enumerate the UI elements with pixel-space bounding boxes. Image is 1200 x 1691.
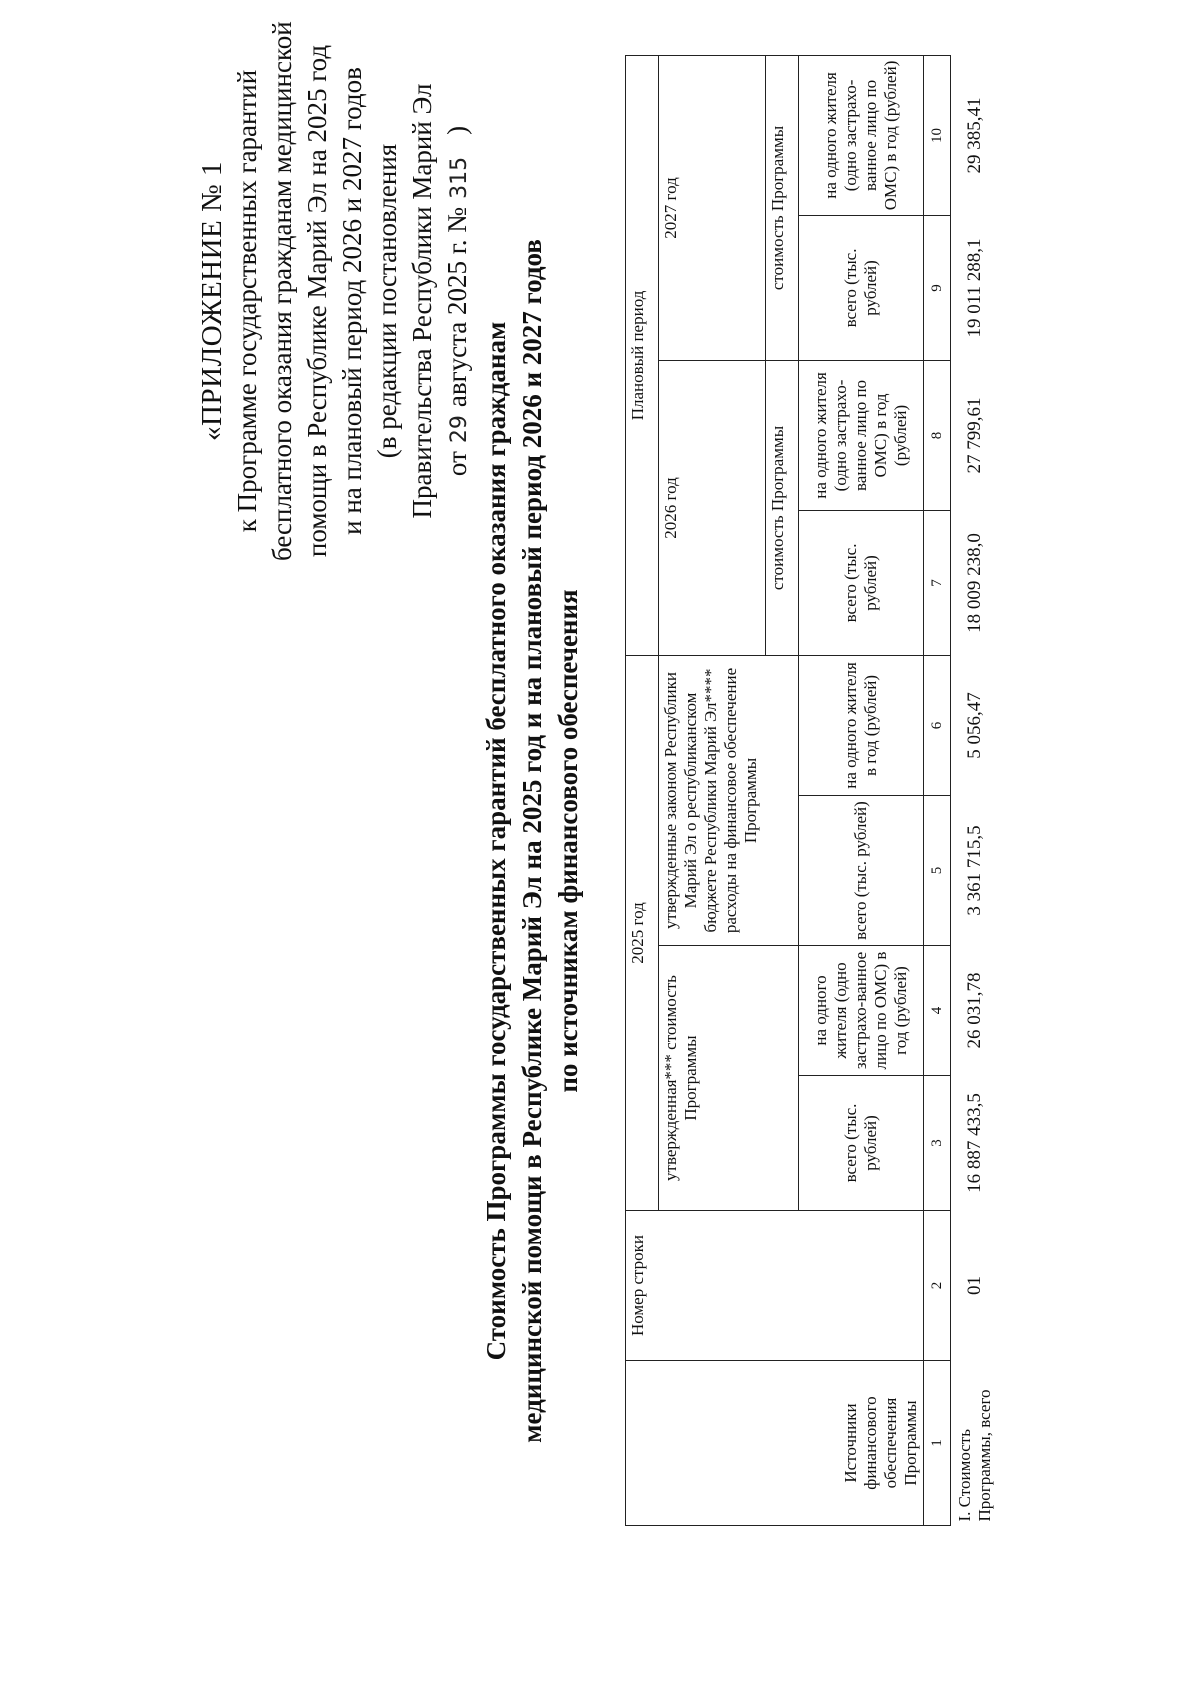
header-year-2026: 2026 год <box>659 360 766 655</box>
column-number: 5 <box>924 796 951 946</box>
column-number: 2 <box>924 1211 951 1361</box>
cell-col-5: 3 361 715,5 <box>964 825 985 916</box>
column-number: 1 <box>924 1361 951 1526</box>
date-close: ) <box>442 125 472 135</box>
document-title-line: по источникам финансового обеспечения <box>553 589 583 1093</box>
header-program-cost-2026: стоимость Программы <box>766 360 799 655</box>
header-col-4: на одного жителя (одно застрахо-ванное лицо по ОМС) в год (рублей) <box>799 946 924 1076</box>
header-col-9: всего (тыс. рублей) <box>799 215 924 360</box>
cell-col-3: 16 887 433,5 <box>964 1093 985 1193</box>
row-number: 01 <box>964 1276 985 1295</box>
cell-col-9: 19 011 288,1 <box>964 238 985 338</box>
document-title <box>478 141 586 1541</box>
appendix-line: помощи в Республике Марий Эл на 2025 год <box>302 44 332 558</box>
decree-number: 315 <box>447 156 472 199</box>
appendix-date-line <box>440 41 477 561</box>
column-number: 3 <box>924 1076 951 1211</box>
header-year-2025: 2025 год <box>626 655 659 1210</box>
column-number: 8 <box>924 360 951 510</box>
document-title-line: Стоимость Программы государственных гарантий бесплатного оказания гражданам <box>481 321 511 1361</box>
header-row-number: Номер строки <box>626 1211 924 1361</box>
header-col-6: на одного жителя в год (рублей) <box>799 655 924 795</box>
appendix-line: Правительства Республики Марий Эл <box>407 83 437 519</box>
appendix-line: бесплатного оказания гражданам медицинской <box>267 21 297 561</box>
header-col-7: всего (тыс. рублей) <box>799 510 924 655</box>
date-day: 29 <box>447 415 472 444</box>
header-sources: Источники финансового обеспечения Программы <box>626 1361 924 1526</box>
row-source: I. Стоимость Программы, всего <box>955 1389 994 1522</box>
header-approved-cost: утвержденная*** стоимость Программы <box>659 946 799 1211</box>
date-prefix: от <box>442 451 472 477</box>
appendix-title: «ПРИЛОЖЕНИЕ № 1 <box>196 161 228 441</box>
cell-col-4: 26 031,78 <box>964 972 985 1049</box>
cell-col-7: 18 009 238,0 <box>964 533 985 633</box>
header-col-3: всего (тыс. рублей) <box>799 1076 924 1211</box>
appendix-line: (в редакции постановления <box>372 143 402 459</box>
column-number: 10 <box>924 55 951 215</box>
header-program-cost-2027: стоимость Программы <box>766 55 799 360</box>
column-number: 4 <box>924 946 951 1076</box>
cell-col-8: 27 799,61 <box>964 397 985 474</box>
header-planned-period: Плановый период <box>626 55 659 655</box>
appendix-line: и на плановый период 2026 и 2027 годов <box>337 67 367 535</box>
document-title-line: медицинской помощи в Республике Марий Эл на 2025 год и на плановый период 2026 и 2027 годов <box>517 239 547 1443</box>
header-approved-by-law: утвержденные законом Республики Марий Эл о республиканском бюджете Республики Марий Эл**** расходы на финансовое обеспечение Программы <box>659 655 799 945</box>
header-col-8: на одного жителя (одно застрахо-ванное лицо по ОМС) в год (рублей) <box>799 360 924 510</box>
header-col-10: на одного жителя (одно застрахо-ванное лицо по ОМС) в год (рублей) <box>799 55 924 215</box>
appendix-line: к Программе государственных гарантий <box>232 69 262 533</box>
cell-col-6: 5 056,47 <box>964 692 985 759</box>
header-col-5: всего (тыс. рублей) <box>799 796 924 946</box>
column-number: 9 <box>924 215 951 360</box>
cell-col-10: 29 385,41 <box>964 97 985 174</box>
header-year-2027: 2027 год <box>659 55 766 360</box>
appendix-header <box>195 21 477 561</box>
table-row <box>951 55 1000 1525</box>
column-number: 6 <box>924 655 951 795</box>
column-number: 7 <box>924 510 951 655</box>
cost-table <box>625 56 999 1526</box>
date-month-year: августа 2025 г. № <box>442 206 472 408</box>
